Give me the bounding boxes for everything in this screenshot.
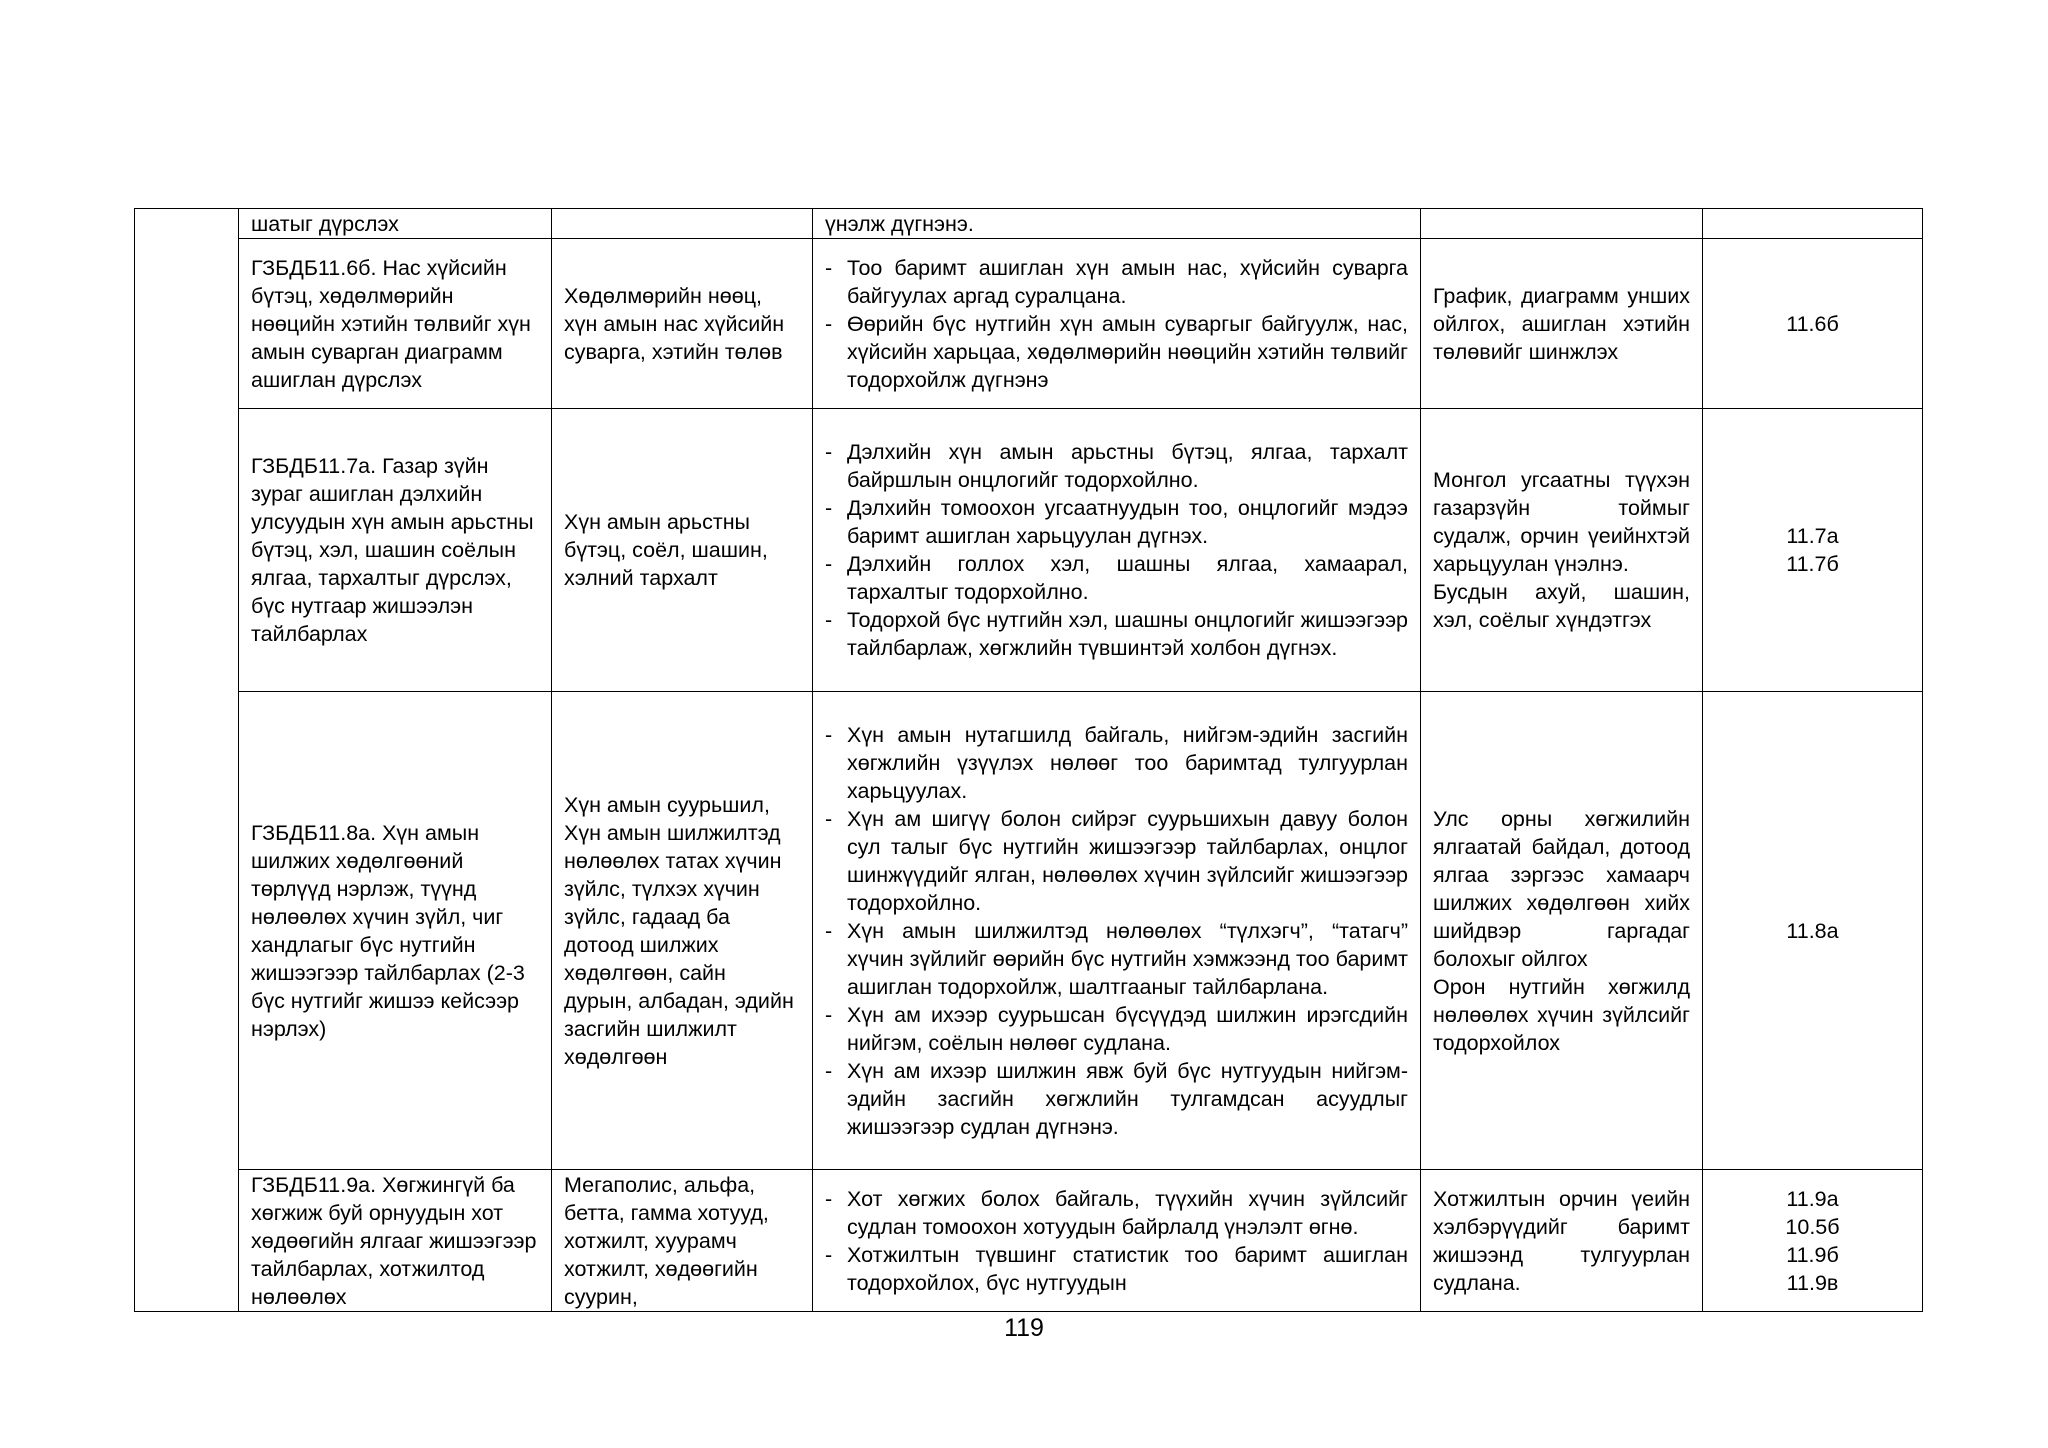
standard-code: 11.9а — [1786, 1186, 1839, 1211]
activities-cell — [813, 209, 1421, 239]
activity-item: - Тоо баримт ашиглан хүн амын нас, хүйсийн суварга байгуулах аргад суралцана. — [847, 254, 1408, 310]
code-cell — [1703, 1170, 1923, 1312]
content-cell: Хүн амын суурьшил, Хүн амын шилжилтэд нөлөөлөх татах хүчин зүйлс, түлхэх хүчин зүйлс, гадаад ба дотоод шилжих хөдөлгөөн, сайн дурын, албадан, эдийн засгийн шилжилт хөдөлгөөн — [552, 692, 813, 1170]
standard-code: 11.7а — [1786, 524, 1839, 548]
standard-code: 11.9б — [1786, 1242, 1839, 1267]
content-cell: Хөдөлмөрийн нөөц, хүн амын нас хүйсийн суварга, хэтийн төлөв — [552, 239, 813, 409]
assessment-text: Улс орны хөгжилийн ялгаатай байдал, дотоод ялгаа зэргээс хамаарч шилжих хөдөлгөөн хийх шийдвэр гаргадаг болохыг ойлгох — [1433, 806, 1690, 971]
table-row — [135, 1170, 1923, 1312]
objective-cell: ГЗБДБ11.8а. Хүн амын шилжих хөдөлгөөний төрлүүд нэрлэж, түүнд нөлөөлөх хүчин зүйл, чиг хандлагыг бүс нутгийн жишээгээр тайлбарлах (2-3 бүс нутгийг жишээ кейсээр нэрлэх) — [239, 692, 552, 1170]
content-cell: Мегаполис, альфа, бетта, гамма хотууд, хотжилт, хуурамч хотжилт, хөдөөгийн суурин, — [552, 1170, 813, 1312]
assessment-cell — [1421, 209, 1703, 239]
activity-text: үнэлж дүгнэнэ. — [825, 211, 974, 236]
assessment-text: Хотжилтын орчин үеийн хэлбэрүүдийг баримт жишээнд тулгуурлан судлана. — [1433, 1186, 1690, 1295]
content-cell: Хүн амын арьстны бүтэц, соёл, шашин, хэлний тархалт — [552, 409, 813, 692]
assessment-text: Орон нутгийн хөгжилд нөлөөлөх хүчин зүйлсийг тодорхойлох — [1433, 974, 1690, 1055]
objective-cell: ГЗБДБ11.9а. Хөгжингүй ба хөгжиж буй орнуудын хот хөдөөгийн ялгааг жишээгээр тайлбарлах, хотжилтод нөлөөлөх — [239, 1170, 552, 1312]
assessment-cell — [1421, 239, 1703, 409]
table-row — [135, 409, 1923, 692]
table-row — [135, 239, 1923, 409]
activity-item: - Хүн ам ихээр шилжин явж буй бүс нутгуудын нийгэм-эдийн засгийн хөгжлийн тулгамдсан асуудлыг жишээгээр судлан дүгнэнэ. — [847, 1057, 1408, 1141]
table-row — [135, 692, 1923, 1170]
standard-code: 10.5б — [1785, 1214, 1840, 1239]
objective-cell: ГЗБДБ11.6б. Нас хүйсийн бүтэц, хөдөлмөрийн нөөцийн хэтийн төлвийг хүн амын суварган диаграмм ашиглан дүрслэх — [239, 239, 552, 409]
activities-list — [825, 254, 1408, 394]
activities-cell — [813, 409, 1421, 692]
activities-list — [825, 721, 1408, 1141]
standard-code: 11.9в — [1786, 1270, 1839, 1295]
activities-cell — [813, 1170, 1421, 1312]
code-cell — [1703, 409, 1923, 692]
objective-cell: шатыг дүрслэх — [239, 209, 552, 239]
activity-item: - Дэлхийн томоохон угсаатнуудын тоо, онцлогийг мэдээ баримт ашиглан харьцуулан дүгнэх. — [847, 494, 1408, 550]
code-cell — [1703, 209, 1923, 239]
activity-item: - Хүн ам шигүү болон сийрэг суурьшихын давуу болон сул талыг бүс нутгийн жишээгээр тайлбарлах, онцлог шинжүүдийг ялган, нөлөөлөх хүчин зүйлсийг жишээгээр тодорхойлно. — [847, 805, 1408, 917]
activities-cell — [813, 692, 1421, 1170]
activity-item: - Дэлхийн голлох хэл, шашны ялгаа, хамаарал, тархалтыг тодорхойлно. — [847, 550, 1408, 606]
table-row — [135, 209, 1923, 239]
assessment-cell — [1421, 409, 1703, 692]
assessment-text: Монгол угсаатны түүхэн газарзүйн тоймыг судалж, орчин үеийнхтэй харьцуулан үнэлнэ. — [1433, 468, 1690, 576]
activity-item: - Хот хөгжих болох байгаль, түүхийн хүчин зүйлсийг судлан томоохон хотуудын байрлалд үнэлэлт өгнө. — [847, 1185, 1408, 1241]
assessment-text: Бусдын ахуй, шашин, хэл, соёлыг хүндэтгэх — [1433, 580, 1690, 632]
page-number: 119 — [1004, 1314, 1044, 1342]
activity-item: - Өөрийн бүс нутгийн хүн амын суваргыг байгуулж, нас, хүйсийн харьцаа, хөдөлмөрийн нөөцийн хэтийн төлвийг тодорхойлж дүгнэнэ — [847, 310, 1408, 394]
blank-column-cell — [135, 209, 239, 1312]
code-cell — [1703, 239, 1923, 409]
activity-item: - Хотжилтын түвшинг статистик тоо баримт ашиглан тодорхойлох, бүс нутгуудын — [847, 1241, 1408, 1297]
code-cell — [1703, 692, 1923, 1170]
objective-cell: ГЗБДБ11.7а. Газар зүйн зураг ашиглан дэлхийн улсуудын хүн амын арьстны бүтэц, хэл, шашин соёлын ялгаа, тархалтыг дүрслэх, бүс нутгаар жишээлэн тайлбарлах — [239, 409, 552, 692]
activity-item: - Хүн амын нутагшилд байгаль, нийгэм-эдийн засгийн хөгжлийн үзүүлэх нөлөөг тоо баримтад тулгуурлан харьцуулах. — [847, 721, 1408, 805]
standard-code: 11.7б — [1786, 552, 1839, 576]
activity-item: - Хүн ам ихээр суурьшсан бүсүүдэд шилжин ирэгсдийн нийгэм, соёлын нөлөөг судлана. — [847, 1001, 1408, 1057]
activities-cell — [813, 239, 1421, 409]
activity-item: - Дэлхийн хүн амын арьстны бүтэц, ялгаа, тархалт байршлын онцлогийг тодорхойлно. — [847, 438, 1408, 494]
content-cell — [552, 209, 813, 239]
activity-item: - Тодорхой бүс нутгийн хэл, шашны онцлогийг жишээгээр тайлбарлаж, хөгжлийн түвшинтэй холбон дүгнэх. — [847, 606, 1408, 662]
assessment-cell — [1421, 692, 1703, 1170]
standard-code: 11.8а — [1786, 918, 1839, 943]
activities-list — [825, 438, 1408, 662]
standard-code: 11.6б — [1786, 311, 1839, 336]
assessment-text: График, диаграмм унших ойлгох, ашиглан хэтийн төлөвийг шинжлэх — [1433, 283, 1690, 364]
assessment-cell — [1421, 1170, 1703, 1312]
activity-item: - Хүн амын шилжилтэд нөлөөлөх “түлхэгч”, “татагч” хүчин зүйлийг өөрийн бүс нутгийн хэмжээнд тоо баримт ашиглан тодорхойлж, шалтгааныг тайлбарлана. — [847, 917, 1408, 1001]
activities-list — [825, 1185, 1408, 1297]
curriculum-table — [134, 208, 1923, 1312]
